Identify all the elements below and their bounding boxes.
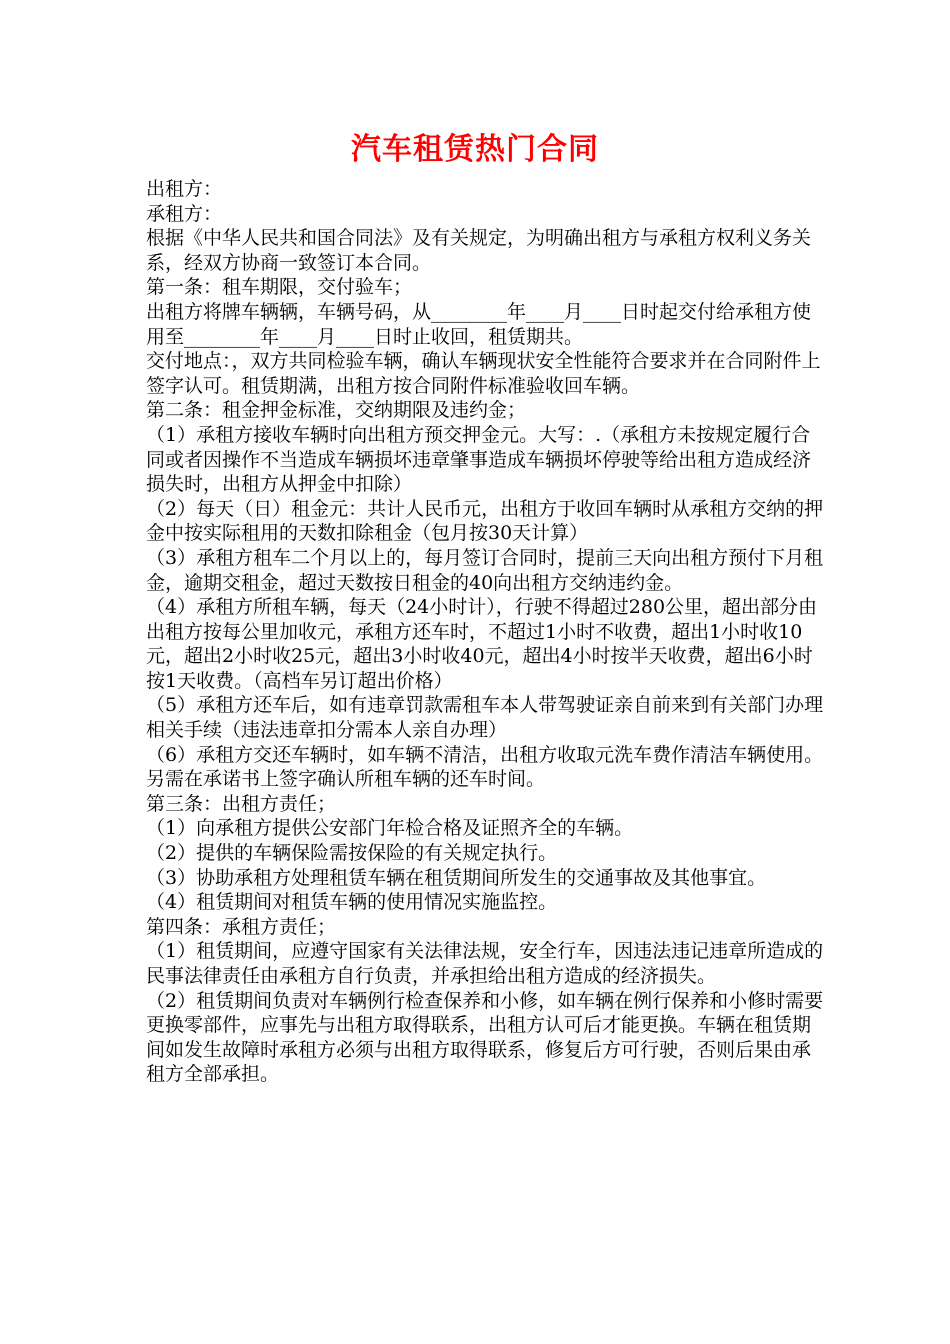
paragraph: 根据《中华人民共和国合同法》及有关规定，为明确出租方与承租方权利义务关系，经双方协商一致签订本合同。 xyxy=(146,227,812,274)
section-heading: 第四条：承租方责任； xyxy=(146,915,337,938)
clause-item: （4）承租方所租车辆，每天（24小时计），行驶不得超过280公里，超出部分由出租方按每公里加收元，承租方还车时，不超过1小时不收费，超出1小时收10元，超出2小时收25元，超出3小时收40元，超出4小时按半天收费，超出6小时按1天收费。（高档车另订超出价格） xyxy=(146,596,818,692)
clause-item: （4）租赁期间对租赁车辆的使用情况实施监控。 xyxy=(146,891,558,914)
clause-item: （1）向承租方提供公安部门年检合格及证照齐全的车辆。 xyxy=(146,817,634,840)
section-heading: 第二条：租金押金标准，交纳期限及违约金； xyxy=(146,399,527,422)
clause-item: （3）协助承租方处理租赁车辆在租赁期间所发生的交通事故及其他事宜。 xyxy=(146,866,767,889)
document-body xyxy=(146,177,826,1087)
paragraph: 出租方： xyxy=(146,178,223,200)
paragraph: 交付地点：，双方共同检验车辆，确认车辆现状安全性能符合要求并在合同附件上签字认可。租赁期满，出租方按合同附件标准验收回车辆。 xyxy=(146,350,821,397)
paragraph: 出租方将牌车辆辆，车辆号码，从________年____月____日时起交付给承租方使用至________年____月____日时止收回，租赁期共。 xyxy=(146,300,812,348)
clause-item: （2）提供的车辆保险需按保险的有关规定执行。 xyxy=(146,842,558,865)
clause-item: （1）租赁期间，应遵守国家有关法律法规，安全行车，因违法违记违章所造成的民事法律责任由承租方自行负责，并承担给出租方造成的经济损失。 xyxy=(146,940,824,987)
section-heading: 第一条：租车期限，交付验车； xyxy=(146,276,413,299)
document-title: 汽车租赁热门合同 xyxy=(351,132,599,167)
clause-item: （1）承租方接收车辆时向出租方预交押金元。大写：.（承租方未按规定履行合同或者因操作不当造成车辆损坏违章肇事造成车辆损坏停驶等给出租方造成经济损失时，出租方从押金中扣除） xyxy=(146,423,812,496)
clause-item: （2）租赁期间负责对车辆例行检查保养和小修，如车辆在例行保养和小修时需要更换零部件，应事先与出租方取得联系，出租方认可后才能更换。车辆在租赁期间如发生故障时承租方必须与出租方取得联系，修复后方可行驶，否则后果由承租方全部承担。 xyxy=(146,989,824,1086)
paragraph: 承租方： xyxy=(146,202,223,225)
clause-item: （2）每天（日）租金元：共计人民币元，出租方于收回车辆时从承租方交纳的押金中按实际租用的天数扣除租金（包月按30天计算） xyxy=(146,497,824,545)
clause-item: （5）承租方还车后，如有违章罚款需租车本人带驾驶证亲自前来到有关部门办理相关手续（违法违章扣分需本人亲自办理） xyxy=(146,694,824,742)
clause-item: （3）承租方租车二个月以上的，每月签订合同时，提前三天向出租方预付下月租金，逾期交租金，超过天数按日租金的40向出租方交纳违约金。 xyxy=(146,546,824,594)
section-heading: 第三条：出租方责任； xyxy=(146,792,337,815)
clause-item: （6）承租方交还车辆时，如车辆不清洁，出租方收取元洗车费作清洁车辆使用。另需在承诺书上签字确认所租车辆的还车时间。 xyxy=(146,743,824,791)
